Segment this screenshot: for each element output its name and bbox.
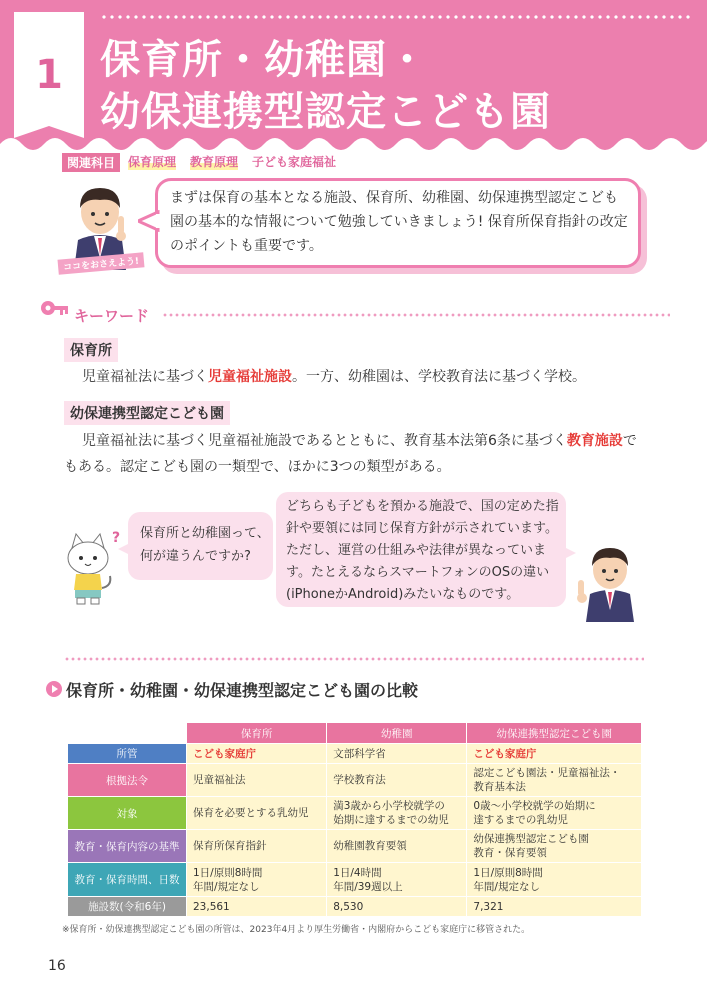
play-arrow-icon [46,681,62,697]
question-mark: ? [112,530,121,546]
term-yoho-renkeigata: 幼保連携型認定こども園 [64,401,230,425]
subject-kodomo-katei-fukushi: 子ども家庭福祉 [252,155,337,169]
table-cell: こども家庭庁 [467,744,642,764]
table-cell: 幼稚園教育要領 [327,830,467,863]
table-cell: 7,321 [467,897,642,917]
table-cell: 8,530 [327,897,467,917]
column-header-kodomoen: 幼保連携型認定こども園 [467,723,642,744]
chapter-title-line2: 幼保連携型認定こども園 [100,89,551,135]
header-dot-border [100,14,690,20]
header-wave [0,132,707,150]
row-header-konkyo-horei: 根拠法令 [68,764,187,797]
comparison-section-title: 保育所・幼稚園・幼保連携型認定こども園の比較 [66,681,419,700]
table-cell: 満3歳から小学校就学の 始期に達するまでの幼児 [327,797,467,830]
table-row [68,744,642,764]
teacher-answer-text: どちらも子どもを預かる施設で、国の定めた指針や要領には同じ保育方針が示されています。ただし、運営の仕組みや法律が異なっています。たとえるならスマートフォンのOSの違い(iPhoneかAndroid)みたいなものです。 [286,499,559,602]
definition-text: でもある。認定こども園の一類型で、ほかに3つの類型がある。 [64,433,637,475]
table-footnote: ※保育所・幼保連携型認定こども園の所管は、2023年4月より厚生労働省・内閣府からこども家庭庁に移管された。 [62,925,531,935]
table-corner [68,723,187,744]
table-row [68,797,642,830]
table-row [68,764,642,797]
table-cell: 23,561 [187,897,327,917]
chapter-number: 1 [35,52,63,98]
key-icon [40,298,70,322]
check-point-tag: ココをおさえよう! [58,252,145,274]
column-header-yochien: 幼稚園 [327,723,467,744]
definition-text: 児童福祉法に基づく児童福祉施設であるとともに、教育基本法第6条に基づく [82,433,567,449]
table-cell: 0歳〜小学校就学の始期に 達するまでの乳幼児 [467,797,642,830]
comparison-table [67,722,642,917]
intro-bubble-tail [138,210,160,232]
student-bubble-tail [118,542,132,556]
table-cell: 1日/原則8時間 年間/規定なし [187,863,327,897]
row-header-shisetsu-su: 施設数(令和6年) [68,897,187,917]
table-cell: 幼保連携型認定こども園 教育・保育要領 [467,830,642,863]
column-header-hoikusho: 保育所 [187,723,327,744]
chapter-title-line1: 保育所・幼稚園・ [100,37,428,83]
table-cell: 児童福祉法 [187,764,327,797]
row-header-taisho: 対象 [68,797,187,830]
table-row [68,830,642,863]
keyword-dotted-rule [162,312,670,318]
section-dotted-divider [64,656,644,662]
subject-kyoiku-genri: 教育原理 [190,155,239,169]
table-cell: 保育所保育指針 [187,830,327,863]
subject-hoiku-genri: 保育原理 [128,155,177,169]
definition-text: 。一方、幼稚園は、学校教育法に基づく学校。 [292,369,586,385]
intro-text: まずは保育の基本となる施設、保育所、幼稚園、幼保連携型認定こども園の基本的な情報について勉強していきましょう! 保育所保育指針の改定のポイントも重要です。 [170,190,628,254]
cat-student-illustration [58,530,121,607]
table-cell: 保育を必要とする乳幼児 [187,797,327,830]
keyword-heading: キーワード [74,307,150,325]
row-header-jikan-nissu: 教育・保育時間、日数 [68,863,187,897]
page-number: 16 [48,958,66,974]
table-row [68,897,642,917]
table-row [68,863,642,897]
table-cell: こども家庭庁 [187,744,327,764]
term-hoikusho: 保育所 [64,338,118,362]
chapter-header [0,0,707,150]
related-subjects-label: 関連科目 [62,153,120,172]
table-cell: 学校教育法 [327,764,467,797]
term-yoho-renkeigata-definition [64,428,644,480]
student-question-text: 保育所と幼稚園って、何が違うんですか? [140,526,270,564]
term-hoikusho-definition [82,364,642,390]
definition-highlight: 教育施設 [566,433,623,449]
row-header-kijun: 教育・保育内容の基準 [68,830,187,863]
definition-highlight: 児童福祉施設 [208,369,292,385]
table-cell: 1日/4時間 年間/39週以上 [327,863,467,897]
table-cell: 認定こども園法・児童福祉法・ 教育基本法 [467,764,642,797]
table-header-row [68,723,642,744]
teacher-bubble-tail [562,546,576,560]
teacher-illustration-2 [576,540,644,622]
row-header-shokan: 所管 [68,744,187,764]
table-cell: 文部科学省 [327,744,467,764]
definition-text: 児童福祉法に基づく [82,369,208,385]
table-cell: 1日/原則8時間 年間/規定なし [467,863,642,897]
